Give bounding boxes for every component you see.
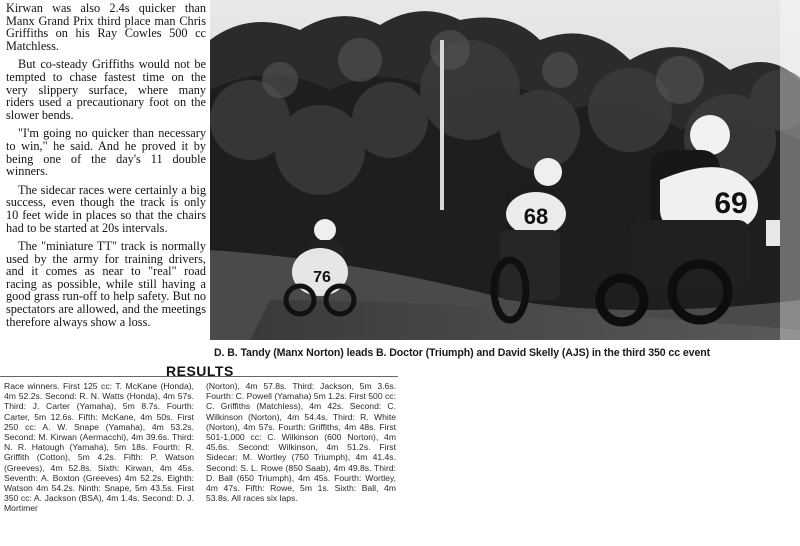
article-paragraph: "I'm going no quicker than necessary to win," he said. And he proved it by being one of the day's 11 double winners.	[6, 126, 206, 179]
article-paragraph: The "miniature TT" track is normally used by the army for training drivers, and it comes as near to "real" road racing as possible, while still having a good grass run-off to help safety. But no spectators are allowed, and the meetings therefore always show a loss.	[6, 239, 206, 329]
results-text: (Norton), 4m 57.8s. Third: Jackson, 5m 3.6s. Fourth: C. Powell (Yamaha) 5m 1.2s. First 500 cc: C. Griffiths (Matchless), 4m 42s. Second: C. Wilkinson (Norton), 4m 54.4s. Third: R. White (Norton), 4m 57s. Fourth: Griffiths, 4m 48s. First 501-1,000 cc: C. Wilkinson (600 Norton), 4m 45.6s. Second: Wilkinson, 4m 51.2s. First Sidecar: M. Wortley (750 Triumph), 4m 41.4s. Second: S. L. Rowe (850 Saab), 4m 49.8s. Third: D. Ball (650 Triumph), 4m 45s. Fourth: Wortley, 4m 47s. Fifth: Rowe, 5m 1s. Sixth: Ball, 4m 53.8s. All races six laps.	[206, 381, 396, 504]
race-photo-image	[210, 0, 800, 340]
article-paragraph: Kirwan was also 2.4s quicker than Manx Grand Prix third place man Chris Griffiths on his Ray Cowles 500 cc Matchless.	[6, 1, 206, 53]
results-column-1	[4, 381, 194, 514]
results-column-2	[206, 381, 396, 503]
race-number-68: 68	[523, 204, 549, 229]
photo-caption: D. B. Tandy (Manx Norton) leads B. Doctor (Triumph) and David Skelly (AJS) in the third 350 cc event	[214, 347, 711, 359]
race-number-76: 76	[313, 269, 331, 286]
results-heading: RESULTS	[166, 363, 234, 379]
results-text: Race winners. First 125 cc: T. McKane (Honda), 4m 52.2s. Second: R. N. Watts (Honda), 4m 57s. Third: J. Carter (Yamaha), 5m 8.7s. Fourth: Carter, 5m 12.6s. Fifth: McKane, 4m 50s. First 250 cc: A. W. Snape (Yamaha), 4m 53.2s. Second: M. Kirwan (Aermacchi), 4m 39.6s. Third: N. R. Hatough (Yamaha), 5m 18s. Fourth: R. Griffith (Cotton), 5m 4.2s. Fifth: P. Watson (Greeves), 4m 52.8s. Sixth: Kirwan, 4m 45s. Seventh: A. Boxton (Greeves) 4m 52.2s. Eighth: Watson 4m 54.2s. Ninth: Snape, 5m 43.5s. First 350 cc: A. Jackson (BSA), 4m 1.4s. Second: D. J. Mortimer	[4, 381, 194, 514]
race-photo	[210, 0, 800, 340]
article-paragraph: The sidecar races were certainly a big success, even though the track is only 10 feet wide in places so that the chairs had to be started at 20s intervals.	[6, 182, 206, 235]
article-paragraph: But co-steady Griffiths would not be tempted to chase fastest time on the very slippery surface, where many riders used a precautionary foot on the slower bends.	[6, 57, 206, 122]
race-number-69: 69	[714, 187, 748, 220]
article-column	[6, 2, 206, 334]
